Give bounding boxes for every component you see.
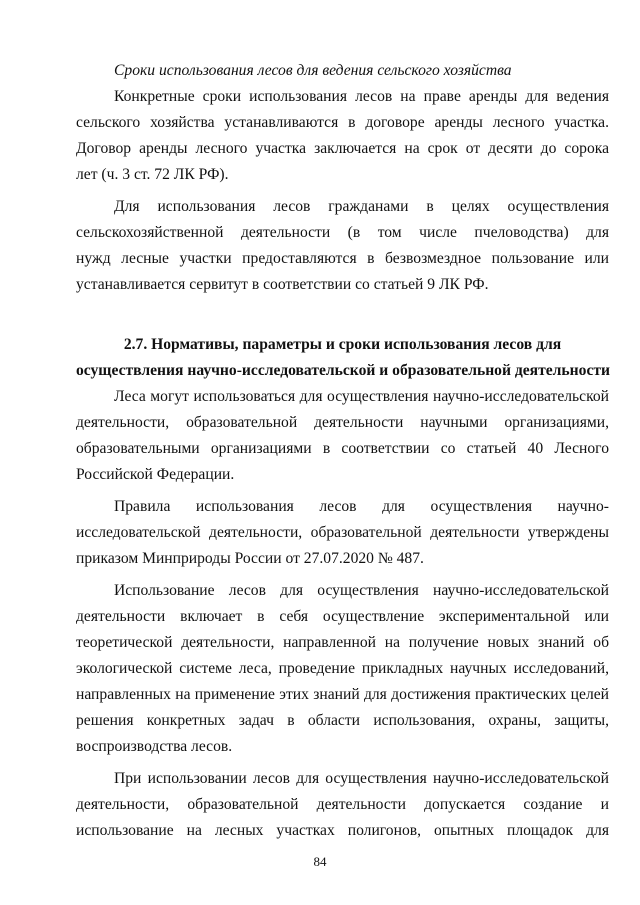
text-line: При использовании лесов для осуществления научно-исследовательской bbox=[114, 770, 609, 787]
text-line: Использование лесов для осуществления научно-исследовательской bbox=[114, 582, 609, 599]
text-line: экологической системе леса, проведение прикладных научных исследований, bbox=[76, 660, 609, 677]
paragraph bbox=[76, 84, 609, 188]
text-line: нужд лесные участки предоставляются в безвозмездное пользование или bbox=[76, 250, 609, 267]
text-line: использование на лесных участках полигонов, опытных площадок для bbox=[76, 822, 609, 839]
text-line: Правила использования лесов для осуществления научно- bbox=[114, 498, 609, 515]
text-line: Договор аренды лесного участка заключается на срок от десяти до сорока bbox=[76, 140, 609, 157]
paragraph bbox=[76, 384, 609, 488]
text-line: лет (ч. 3 ст. 72 ЛК РФ). bbox=[76, 166, 229, 183]
text-line: устанавливается сервитут в соответствии со статьей 9 ЛК РФ. bbox=[76, 276, 489, 293]
paragraph bbox=[76, 766, 609, 844]
text-line: приказом Минприроды России от 27.07.2020 № 487. bbox=[76, 550, 424, 567]
text-line: образовательными организациями в соответствии со статьей 40 Лесного bbox=[76, 440, 609, 457]
text-line: Для использования лесов гражданами в целях осуществления bbox=[114, 198, 609, 215]
text-line: теоретической деятельности, направленной на получение новых знаний об bbox=[76, 634, 609, 651]
section-heading: 2.7. Нормативы, параметры и сроки использования лесов для bbox=[123, 336, 562, 353]
text-line: исследовательской деятельности, образовательной деятельности утверждены bbox=[76, 524, 609, 541]
text-line: Российской Федерации. bbox=[76, 466, 235, 483]
text-line: деятельности включает в себя осуществление экспериментальной или bbox=[76, 608, 609, 625]
text-line: сельскохозяйственной деятельности (в том числе пчеловодства) для bbox=[76, 224, 609, 241]
text-line: Конкретные сроки использования лесов на праве аренды для ведения bbox=[114, 88, 609, 105]
text-line: деятельности, образовательной деятельности допускается создание и bbox=[76, 796, 609, 813]
text-line: воспроизводства лесов. bbox=[76, 738, 233, 755]
text-line: сельского хозяйства устанавливаются в договоре аренды лесного участка. bbox=[76, 114, 609, 131]
page-number: 84 bbox=[313, 854, 327, 869]
paragraph bbox=[76, 494, 609, 572]
paragraph bbox=[76, 578, 609, 760]
text-line: решения конкретных задач в области использования, охраны, защиты, bbox=[76, 712, 609, 729]
page-body bbox=[76, 58, 609, 844]
subsection-title: Сроки использования лесов для ведения сельского хозяйства bbox=[114, 62, 512, 79]
text-line: направленных на применение этих знаний для достижения практических целей bbox=[76, 686, 609, 703]
section-heading: осуществления научно-исследовательской и образовательной деятельности bbox=[76, 362, 611, 379]
text-line: деятельности, образовательной деятельности научными организациями, bbox=[76, 414, 609, 431]
paragraph bbox=[76, 194, 609, 298]
text-line: Леса могут использоваться для осуществления научно-исследовательской bbox=[114, 388, 609, 405]
